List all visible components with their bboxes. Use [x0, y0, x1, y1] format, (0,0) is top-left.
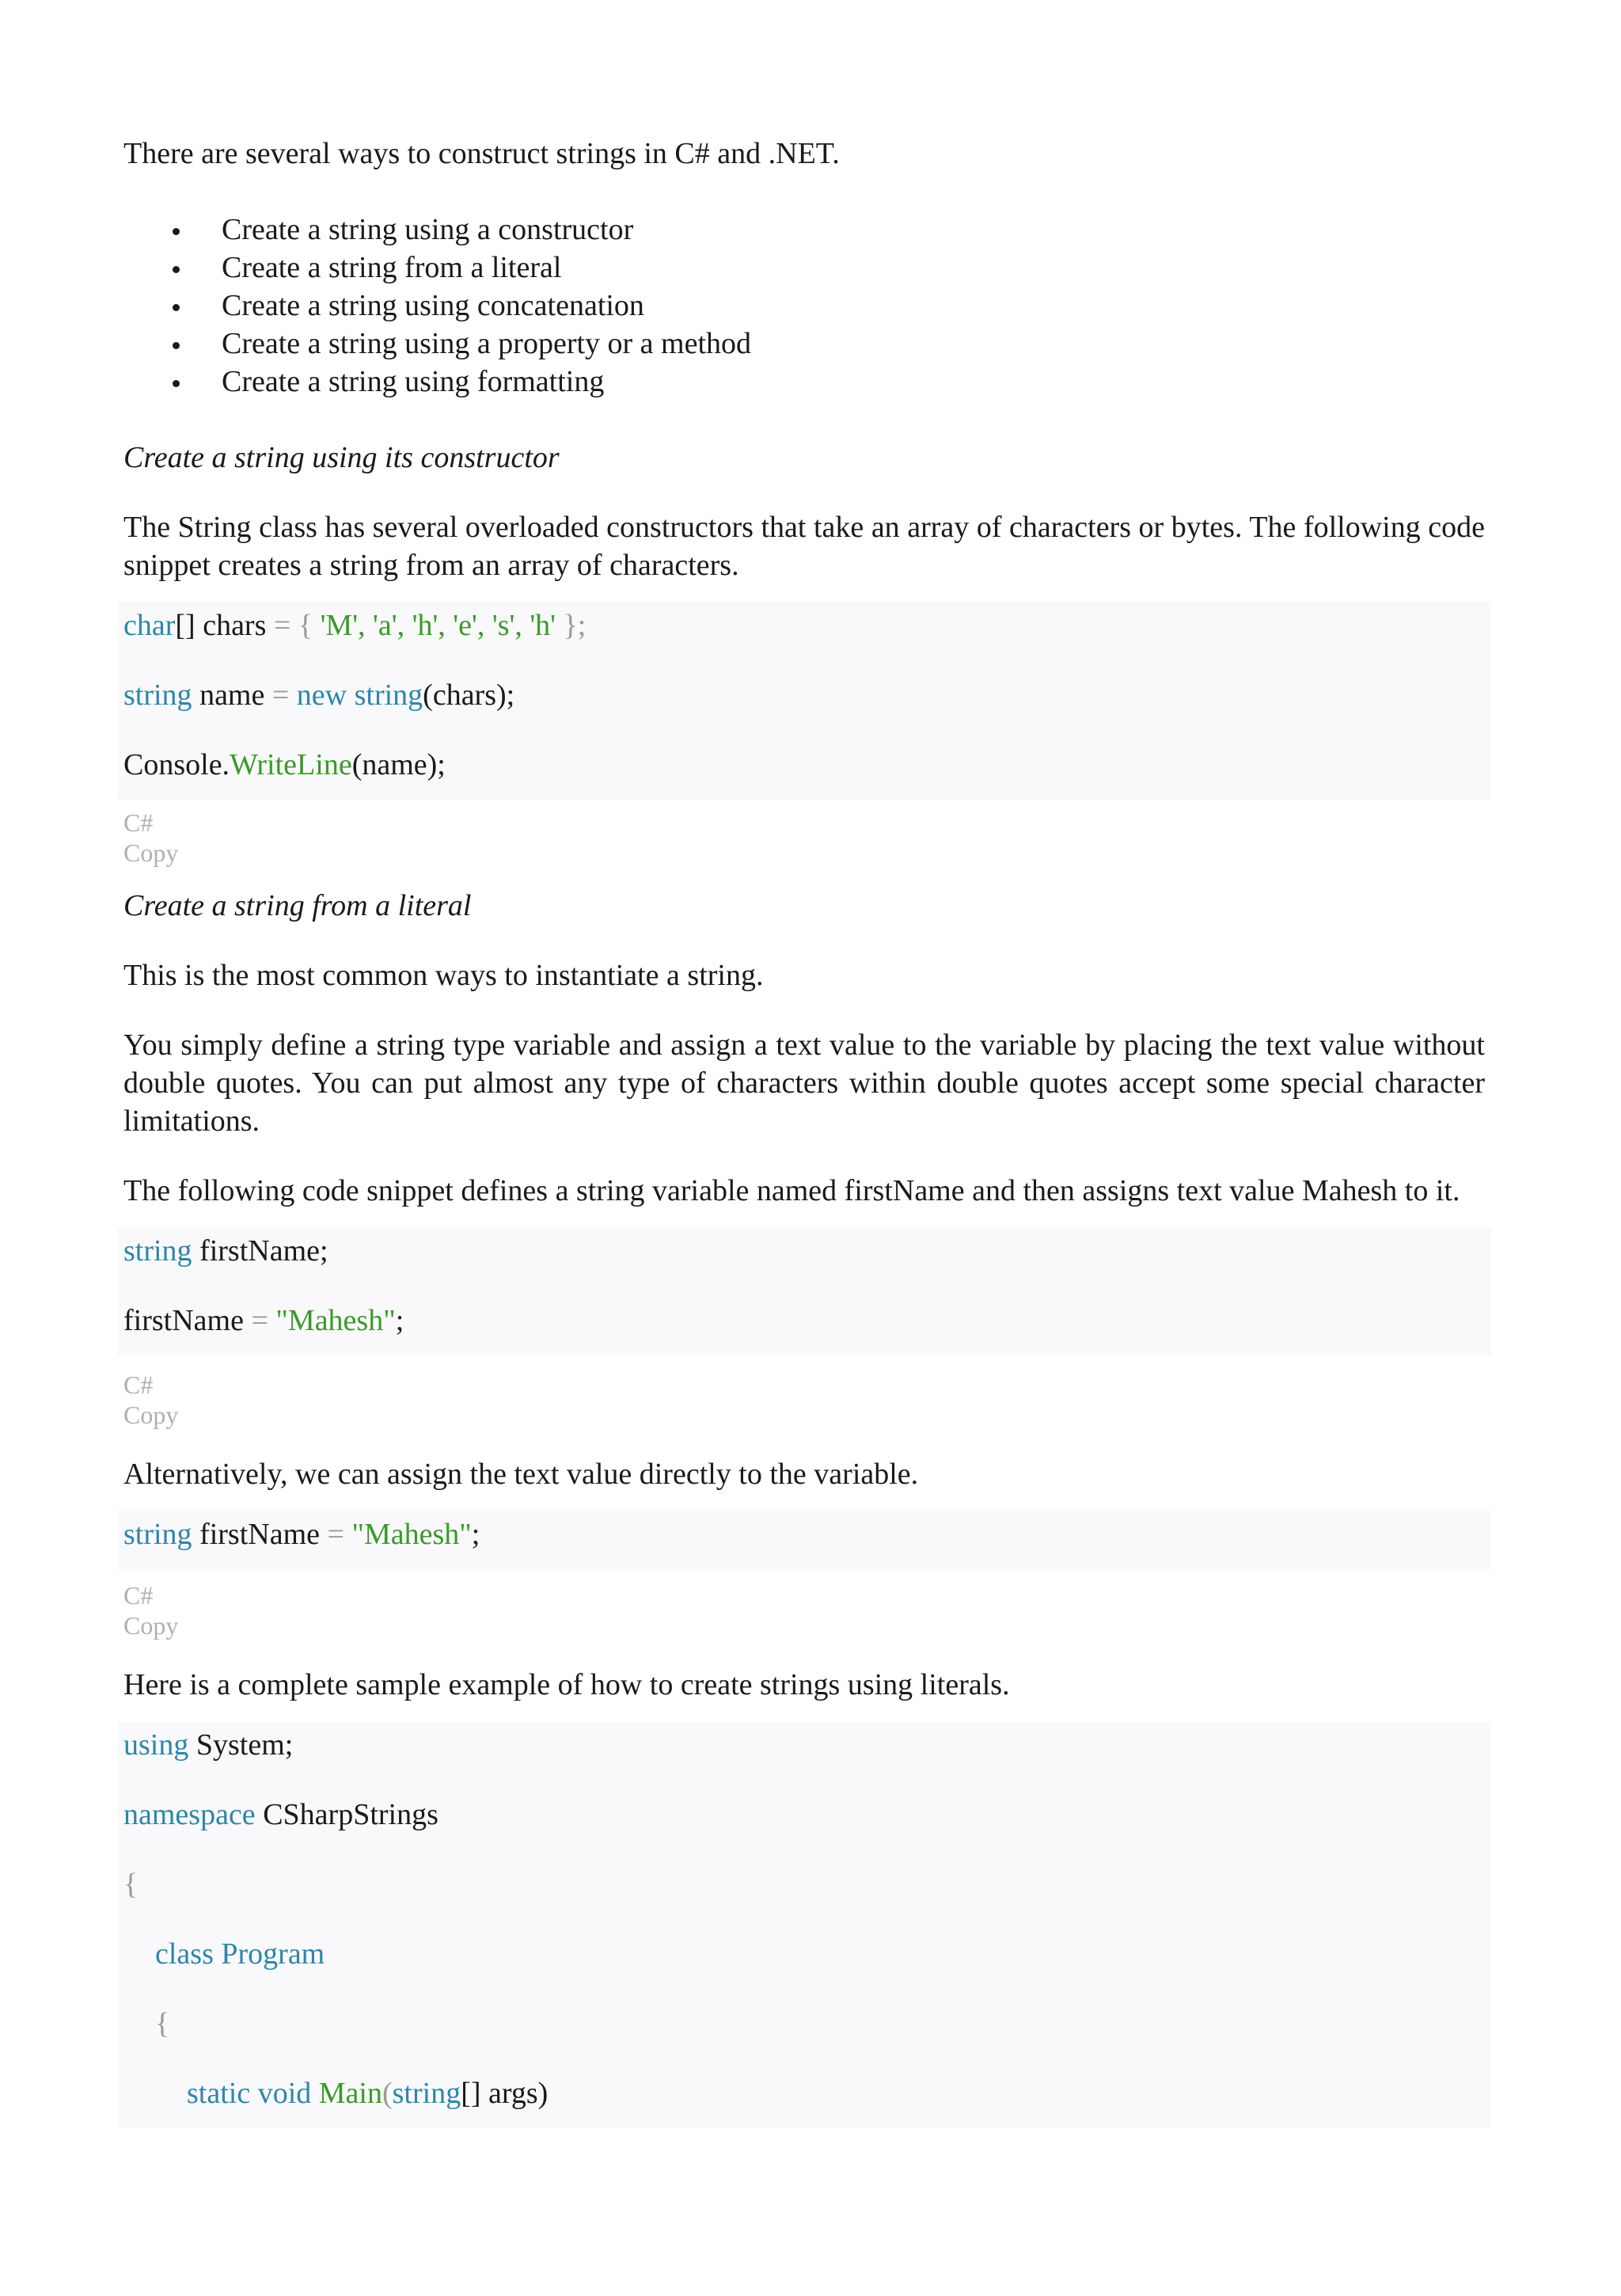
bullet-icon [173, 342, 180, 349]
list-item: Create a string using concatenation [123, 287, 1485, 325]
code-line: class Program [155, 1937, 325, 1971]
section-heading-constructor: Create a string using its constructor [123, 441, 560, 474]
section-heading-literal: Create a string from a literal [123, 889, 472, 922]
code-line: char[] chars = { 'M', 'a', 'h', 'e', 's', 'h' }; [123, 609, 587, 642]
code-block-constructor [117, 602, 1491, 800]
list-item: Create a string using a constructor [123, 211, 1485, 249]
intro-paragraph: There are several ways to construct strings in C# and .NET. [123, 137, 840, 170]
copy-button[interactable]: Copy [123, 838, 179, 867]
literal-paragraph-1: This is the most common ways to instantiate a string. [123, 959, 764, 992]
copy-button[interactable]: Copy [123, 1611, 179, 1640]
literal-paragraph-2: You simply define a string type variable and assign a text value to the variable by placing the text value without double quotes. You can put almost any type of characters within double quotes accept some special character limitations. [123, 1028, 1485, 1138]
document-page [123, 135, 1485, 2128]
code-line: firstName = "Mahesh"; [123, 1304, 404, 1337]
construction-methods-list [123, 211, 1485, 401]
literal-paragraph-4: Alternatively, we can assign the text value directly to the variable. [123, 1458, 919, 1491]
code-line: { [155, 2007, 170, 2040]
code-line: string firstName = "Mahesh"; [123, 1518, 480, 1551]
literal-paragraph-3: The following code snippet defines a string variable named firstName and then assigns text value Mahesh to it. [123, 1174, 1460, 1207]
code-language-label: C# [123, 1370, 154, 1399]
literal-paragraph-5: Here is a complete sample example of how to create strings using literals. [123, 1668, 1010, 1701]
copy-button[interactable]: Copy [123, 1401, 179, 1429]
bullet-icon [173, 228, 180, 235]
code-line: string name = new string(chars); [123, 679, 515, 712]
list-item: Create a string using a property or a method [123, 325, 1485, 363]
code-line: static void Main(string[] args) [187, 2077, 549, 2110]
code-language-label: C# [123, 1581, 154, 1610]
code-line: Console.WriteLine(name); [123, 748, 446, 781]
bullet-icon [173, 380, 180, 387]
list-item: Create a string from a literal [123, 249, 1485, 287]
bullet-icon [173, 304, 180, 311]
code-block-literal-2 [117, 1511, 1491, 1569]
list-item: Create a string using formatting [123, 363, 1485, 401]
code-line: string firstName; [123, 1234, 328, 1268]
code-line: { [123, 1868, 139, 1901]
code-block-literal-1 [117, 1227, 1491, 1355]
bullet-icon [173, 266, 180, 273]
code-block-literal-3 [117, 1721, 1491, 2128]
constructor-paragraph: The String class has several overloaded constructors that take an array of characters or bytes. The following code snippet creates a string from an array of characters. [123, 511, 1485, 582]
code-language-label: C# [123, 808, 154, 837]
code-line: using System; [123, 1728, 294, 1762]
code-line: namespace CSharpStrings [123, 1798, 438, 1831]
